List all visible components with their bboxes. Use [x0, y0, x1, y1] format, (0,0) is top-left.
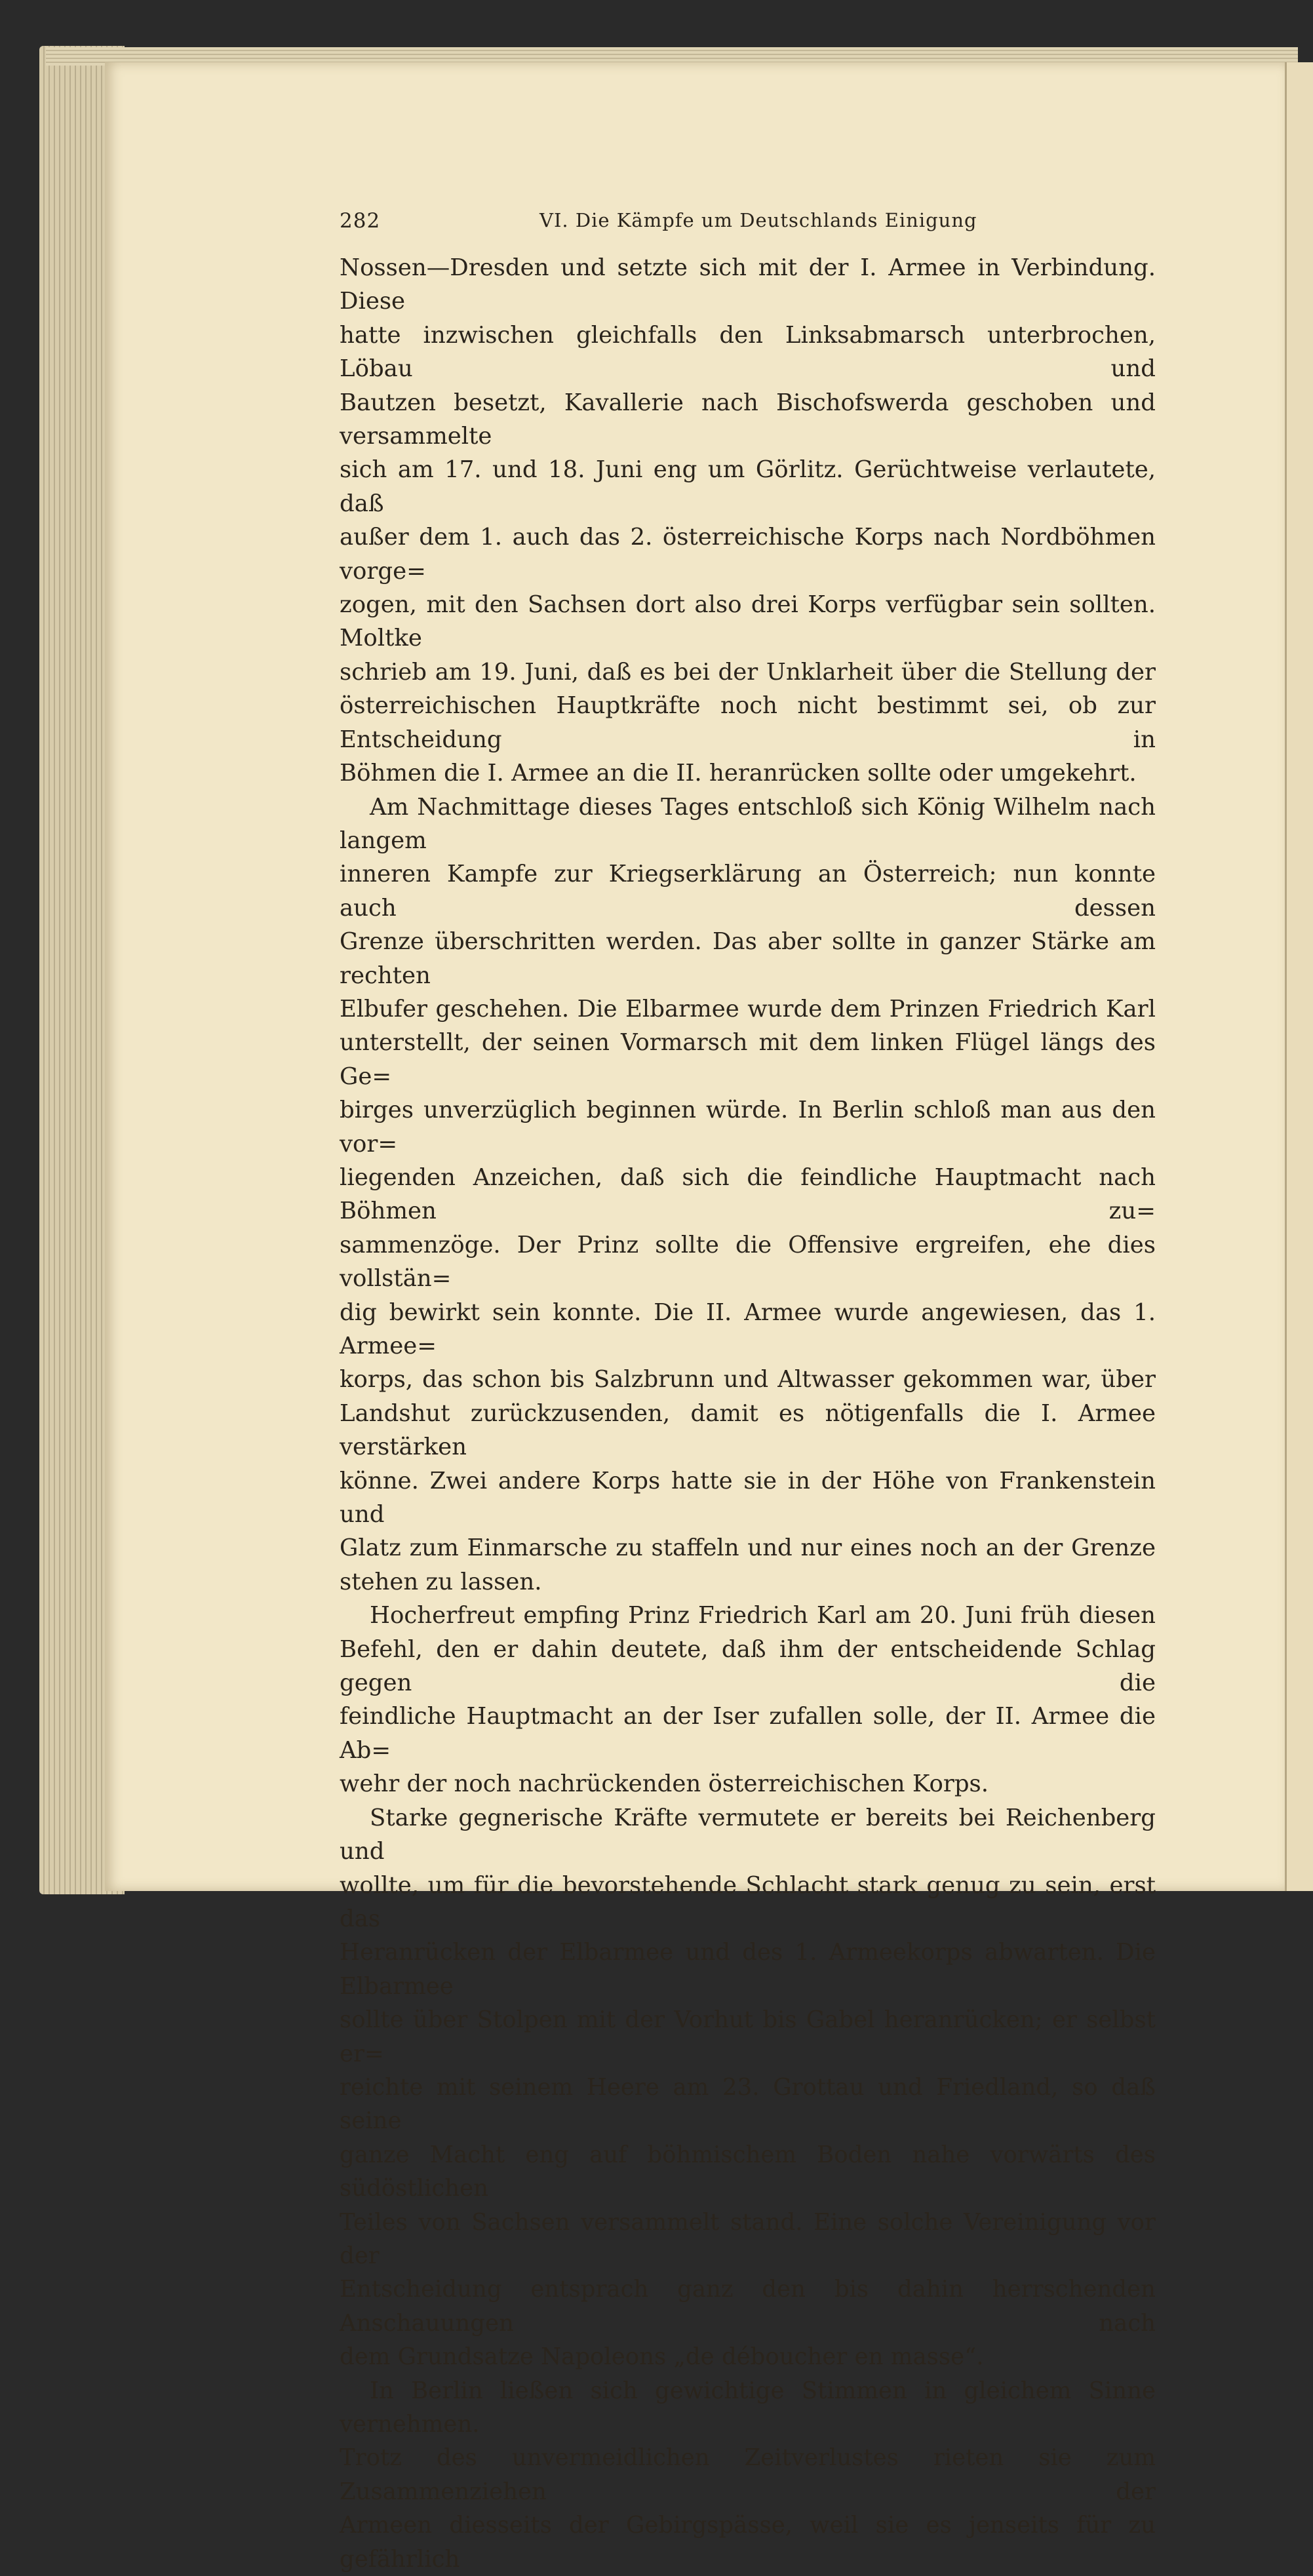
text-line: Landshut zurückzusenden, damit es nötigenfalls die I. Armee verstärken — [340, 1399, 1156, 1461]
paragraph — [340, 1801, 1156, 2374]
text-line: In Berlin ließen sich gewichtige Stimmen in gleichem Sinne vernehmen. — [340, 2377, 1156, 2438]
text-line: Teiles von Sachsen versammelt stand. Eine solche Vereinigung vor der — [340, 2208, 1156, 2269]
text-line: außer dem 1. auch das 2. österreichische Korps nach Nordböhmen vorge= — [340, 524, 1156, 585]
text-line: sollte über Stolpen mit der Vorhut bis Gabel heranrücken; er selbst er= — [340, 2006, 1156, 2067]
page-number: 282 — [340, 209, 381, 233]
paragraph — [340, 251, 1156, 790]
text-line: liegenden Anzeichen, daß sich die feindliche Hauptmacht nach Böhmen zu= — [340, 1163, 1156, 1225]
text-line: unterstellt, der seinen Vormarsch mit dem linken Flügel längs des Ge= — [340, 1029, 1156, 1090]
text-line: dig bewirkt sein konnte. Die II. Armee wurde angewiesen, das 1. Armee= — [340, 1298, 1156, 1359]
text-line: österreichischen Hauptkräfte noch nicht bestimmt sei, ob zur Entscheidung in — [340, 692, 1156, 753]
text-line: Starke gegnerische Kräfte vermutete er bereits bei Reichenberg und — [340, 1804, 1156, 1865]
page-content — [340, 200, 1156, 2576]
text-line: korps, das schon bis Salzbrunn und Altwasser gekommen war, über — [340, 1366, 1156, 1394]
text-line: Hocherfreut empfing Prinz Friedrich Karl am 20. Juni früh diesen — [370, 1602, 1156, 1630]
text-line: Entscheidung entsprach ganz den bis dahin herrschenden Anschauungen nach — [340, 2276, 1156, 2337]
text-line: schrieb am 19. Juni, daß es bei der Unklarheit über die Stellung der — [340, 658, 1156, 686]
text-line: sich am 17. und 18. Juni eng um Görlitz. Gerüchtweise verlautete, daß — [340, 456, 1156, 517]
text-line: zogen, mit den Sachsen dort also drei Korps verfügbar sein sollten. Moltke — [340, 591, 1156, 652]
text-line: inneren Kampfe zur Kriegserklärung an Österreich; nun konnte auch dessen — [340, 861, 1156, 922]
text-line: wollte, um für die bevorstehende Schlacht stark genug zu sein, erst das — [340, 1871, 1156, 1932]
text-line: Grenze überschritten werden. Das aber sollte in ganzer Stärke am rechten — [340, 928, 1156, 989]
facing-page-edge — [1285, 62, 1313, 1891]
text-line: reichte mit seinem Heere am 23. Grottau und Friedland, so daß seine — [340, 2073, 1156, 2135]
text-line: könne. Zwei andere Korps hatte sie in der Höhe von Frankenstein und — [340, 1467, 1156, 1529]
text-line: Elbufer geschehen. Die Elbarmee wurde dem Prinzen Friedrich Karl — [340, 995, 1156, 1023]
text-line: sammenzöge. Der Prinz sollte die Offensive ergreifen, ehe dies vollstän= — [340, 1231, 1156, 1293]
text-line: Heranrücken der Elbarmee und des 1. Armeekorps abwarten. Die Elbarmee — [340, 1939, 1156, 2000]
running-header — [340, 200, 1156, 239]
text-line: Trotz des unvermeidlichen Zeitverlustes rieten sie zum Zusammenziehen der — [340, 2444, 1156, 2505]
text-line: feindliche Hauptmacht an der Iser zufallen solle, der II. Armee die Ab= — [340, 1703, 1156, 1764]
text-line-last: dem Grundsatze Napoleons „de déboucher en masse“. — [340, 2343, 984, 2371]
paragraph — [340, 2374, 1156, 2576]
text-line-last: Böhmen die I. Armee an die II. heranrücken sollte oder umgekehrt. — [340, 760, 1137, 787]
paragraph — [340, 1599, 1156, 1801]
text-line: Glatz zum Einmarsche zu staffeln und nur eines noch an der Grenze — [340, 1534, 1156, 1562]
text-line: ganze Macht eng auf böhmischem Boden nahe vorwärts des südöstlichen — [340, 2141, 1156, 2202]
running-title: VI. Die Kämpfe um Deutschlands Einigung — [539, 209, 977, 231]
text-line: Am Nachmittage dieses Tages entschloß sich König Wilhelm nach langem — [340, 793, 1156, 854]
text-line: hatte inzwischen gleichfalls den Linksabmarsch unterbrochen, Löbau und — [340, 321, 1156, 383]
text-line: Armeen diesseits der Gebirgspässe, weil sie es jenseits für zu gefährlich — [340, 2512, 1156, 2573]
text-line: Nossen—Dresden und setzte sich mit der I. Armee in Verbindung. Diese — [340, 254, 1156, 315]
text-line: birges unverzüglich beginnen würde. In Berlin schloß man aus den vor= — [340, 1097, 1156, 1158]
text-line: Bautzen besetzt, Kavallerie nach Bischofswerda geschoben und versammelte — [340, 389, 1156, 450]
text-line: Befehl, den er dahin deutete, daß ihm der entscheidende Schlag gegen die — [340, 1635, 1156, 1697]
body-text — [340, 251, 1156, 2576]
text-line-last: stehen zu lassen. — [340, 1568, 542, 1595]
paragraph — [340, 790, 1156, 1599]
text-line-last: wehr der noch nachrückenden österreichischen Korps. — [340, 1770, 989, 1798]
